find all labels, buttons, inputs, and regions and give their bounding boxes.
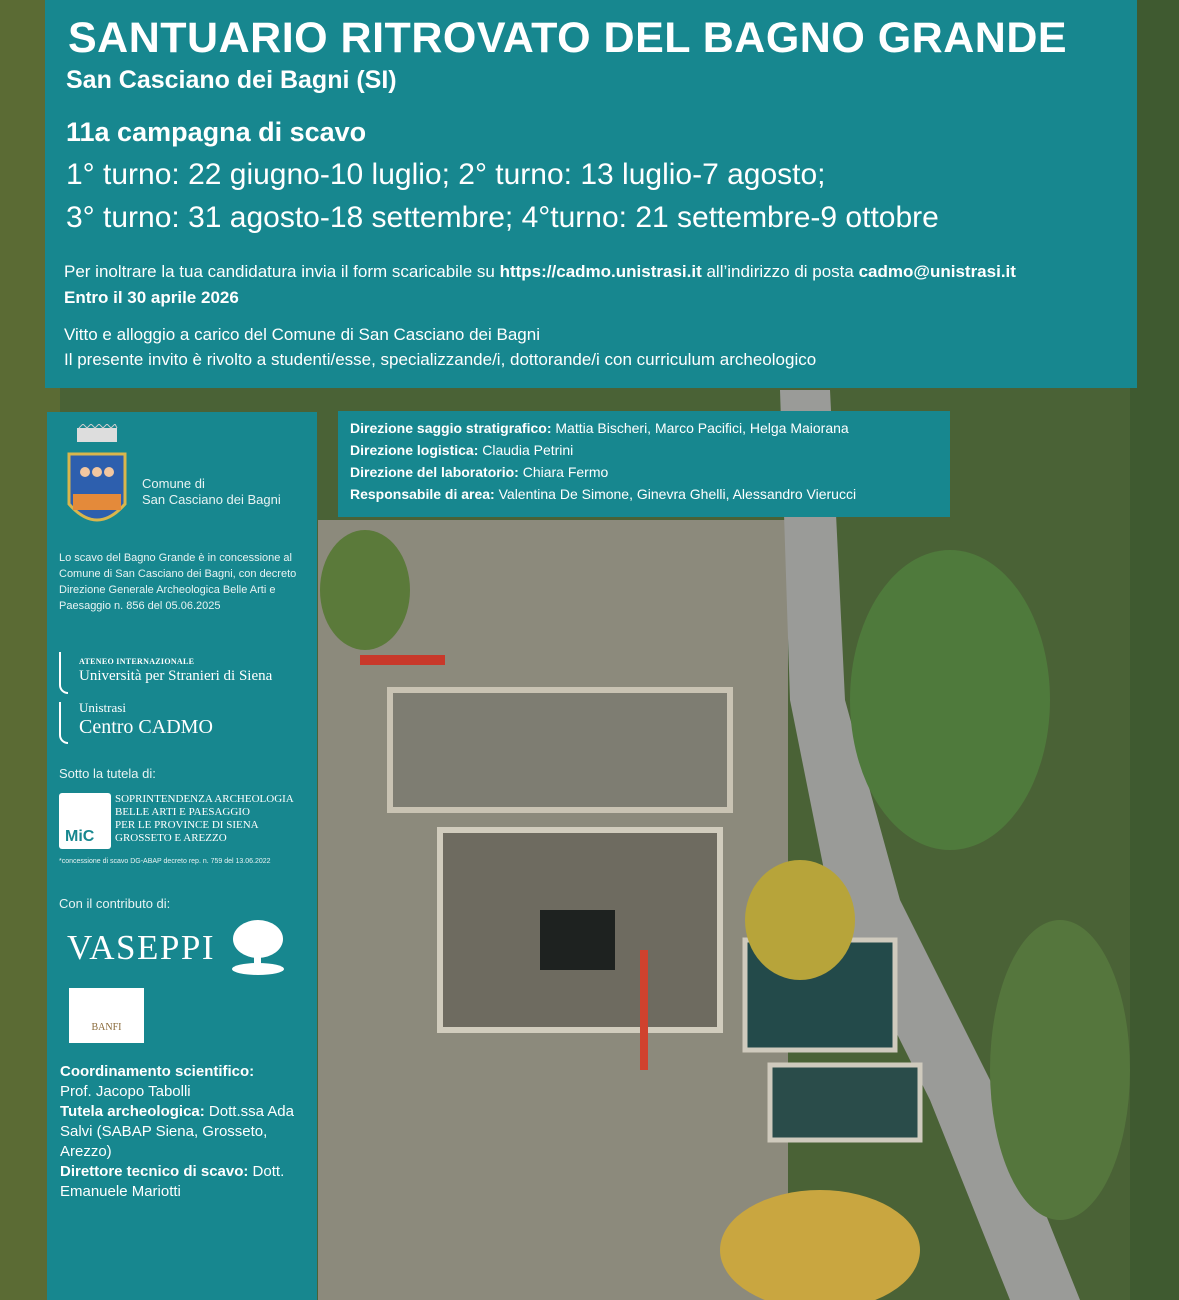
credit-name: Prof. Jacopo Tabolli bbox=[60, 1083, 191, 1100]
application-info: Per inoltrare la tua candidatura invia il form scaricabile su https://cadmo.unistrasi.it all’indirizzo di posta cadmo@unistrasi.it bbox=[64, 262, 1016, 281]
credit-entry: Tutela archeologica: Dott.ssa Ada Salvi (SABAP Siena, Grosseto, Arezzo) bbox=[60, 1103, 294, 1160]
deadline: Entro il 30 aprile 2026 bbox=[64, 288, 239, 307]
banfi-logo: BANFI bbox=[69, 988, 144, 1043]
application-email[interactable]: cadmo@unistrasi.it bbox=[858, 262, 1016, 281]
concession-text: Lo scavo del Bagno Grande è in concessione al Comune di San Casciano dei Bagni, con decreto Direzione Generale Archeologica Belle Arti e Paesaggio n. 856 del 05.06.2025 bbox=[59, 552, 297, 612]
campaign-heading: 11a campagna di scavo bbox=[66, 117, 367, 147]
contributo-label: Con il contributo di: bbox=[59, 896, 171, 911]
application-link[interactable]: https://cadmo.unistrasi.it bbox=[499, 262, 702, 281]
direction-line: Direzione saggio stratigrafico: Mattia Bischeri, Marco Pacifici, Helga Maiorana bbox=[350, 420, 849, 436]
cadmo-small-label: Unistrasi bbox=[79, 700, 126, 715]
directions-box bbox=[338, 411, 950, 517]
credit-entry: Direttore tecnico di scavo: Dott. Emanuele Mariotti bbox=[60, 1163, 285, 1200]
location-subtitle: San Casciano dei Bagni (SI) bbox=[66, 66, 397, 94]
vaseppi-logo-text: VASEPPI bbox=[67, 928, 215, 967]
comune-coat-of-arms-logo bbox=[65, 424, 129, 536]
sidebar-panel bbox=[47, 412, 317, 1300]
soprintendenza-note: *concessione di scavo DG-ABAP decreto rep. n. 759 del 13.06.2022 bbox=[59, 858, 271, 865]
soprintendenza-text: SOPRINTENDENZA ARCHEOLOGIA BELLE ARTI E PAESAGGIO PER LE PROVINCE DI SIENA GROSSETO E AREZZO bbox=[115, 793, 294, 844]
comune-name-line1: Comune di bbox=[142, 476, 205, 491]
cadmo-name: Centro CADMO bbox=[79, 716, 213, 738]
direction-line: Direzione del laboratorio: Chiara Fermo bbox=[350, 464, 609, 480]
page-title: SANTUARIO RITROVATO DEL BAGNO GRANDE bbox=[68, 14, 1068, 62]
lodging-note: Vitto e alloggio a carico del Comune di San Casciano dei Bagni bbox=[64, 325, 540, 344]
invite-note: Il presente invito è rivolto a studenti/esse, specializzande/i, dottorande/i con curriculum archeologico bbox=[64, 350, 817, 369]
university-logo-mark bbox=[59, 652, 68, 694]
university-small-label: ATENEO INTERNAZIONALE bbox=[79, 657, 195, 666]
university-name: Università per Stranieri di Siena bbox=[79, 668, 273, 684]
comune-name-line2: San Casciano dei Bagni bbox=[142, 492, 281, 507]
shifts-line-1: 1° turno: 22 giugno-10 luglio; 2° turno: 13 luglio-7 agosto; bbox=[66, 158, 826, 191]
cadmo-logo-mark bbox=[59, 702, 68, 744]
credits-block bbox=[60, 1062, 315, 1202]
credit-role: Coordinamento scientifico: bbox=[60, 1063, 255, 1080]
tree-icon bbox=[230, 917, 286, 977]
tutela-label: Sotto la tutela di: bbox=[59, 766, 156, 781]
direction-line: Direzione logistica: Claudia Petrini bbox=[350, 442, 574, 458]
shifts-line-2: 3° turno: 31 agosto-18 settembre; 4°turno: 21 settembre-9 ottobre bbox=[66, 201, 939, 234]
soprintendenza-logo: MiC bbox=[59, 793, 111, 849]
direction-line: Responsabile di area: Valentina De Simone, Ginevra Ghelli, Alessandro Vierucci bbox=[350, 486, 857, 502]
